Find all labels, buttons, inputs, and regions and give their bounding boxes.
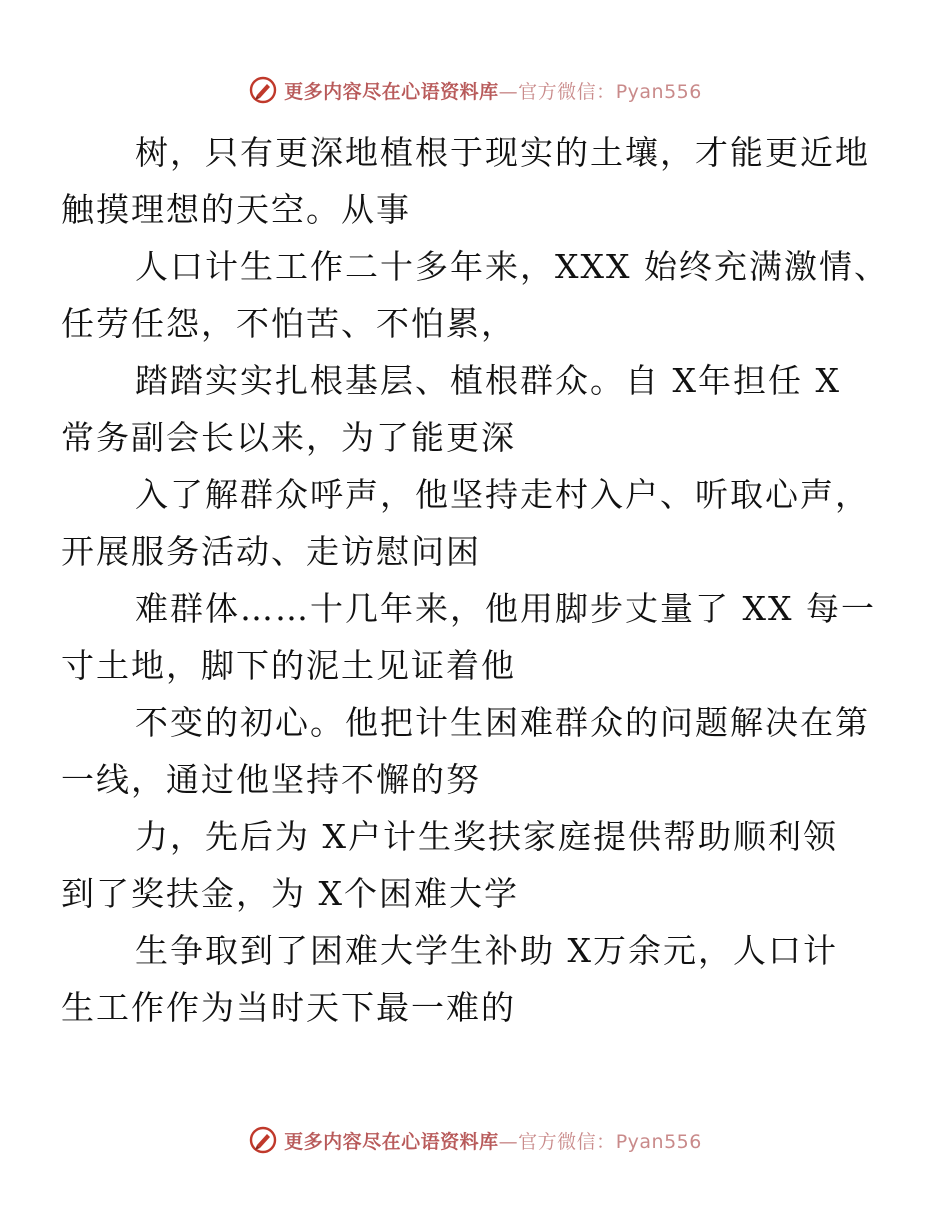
paragraph [61,694,870,808]
footer-brand: 更多内容尽在心语资料库 [284,1130,499,1153]
header-wechat-id: Pyan556 [615,80,702,103]
paragraph-line: 生工作作为当时天下最一难的 [61,988,516,1027]
paragraph [61,238,889,352]
header-text [284,77,702,104]
footer-banner [0,1120,950,1160]
paragraph-line: 寸土地，脚下的泥土见证着他 [61,646,516,685]
header-banner [0,70,950,110]
footer-separator: — [498,1130,519,1153]
paragraph-line: 难群体……十几年来，他用脚步丈量了 XX 每一 [135,589,876,628]
paragraph-line: 力，先后为 X户计生奖扶家庭提供帮助顺利领 [135,817,838,856]
paragraph-line: 踏踏实实扎根基层、植根群众。自 X年担任 X [135,361,841,400]
footer-wechat-label: 官方微信： [518,1130,616,1153]
paragraph-line: 触摸理想的天空。从事 [61,190,411,229]
footer-text [284,1127,702,1154]
paragraph-line: 生争取到了困难大学生补助 X万余元，人口计 [135,931,838,970]
logo-pen-icon [248,75,278,105]
paragraph-line: 不变的初心。他把计生困难群众的问题解决在第 [135,703,870,742]
header-brand: 更多内容尽在心语资料库 [284,80,499,103]
paragraph-line: 常务副会长以来，为了能更深 [61,418,516,457]
paragraph [61,124,870,238]
paragraph [61,580,876,694]
paragraph [61,466,870,580]
paragraph-line: 树，只有更深地植根于现实的土壤，才能更近地 [135,133,870,172]
paragraph-line: 一线，通过他坚持不懈的努 [61,760,481,799]
logo-pen-icon [248,1125,278,1155]
header-wechat-label: 官方微信： [518,80,616,103]
footer-wechat-id: Pyan556 [615,1130,702,1153]
paragraph [61,922,858,1036]
paragraph-line: 到了奖扶金，为 X个困难大学 [61,874,519,913]
paragraph-line: 任劳任怨，不怕苦、不怕累， [61,304,516,343]
paragraph-line: 入了解群众呼声，他坚持走村入户、听取心声， [135,475,870,514]
paragraph [61,352,858,466]
paragraph [61,808,858,922]
paragraph-line: 开展服务活动、走访慰问困 [61,532,481,571]
header-separator: — [498,80,519,103]
paragraph-line: 人口计生工作二十多年来，XXX 始终充满激情、 [135,247,889,286]
document-body [61,124,889,1036]
